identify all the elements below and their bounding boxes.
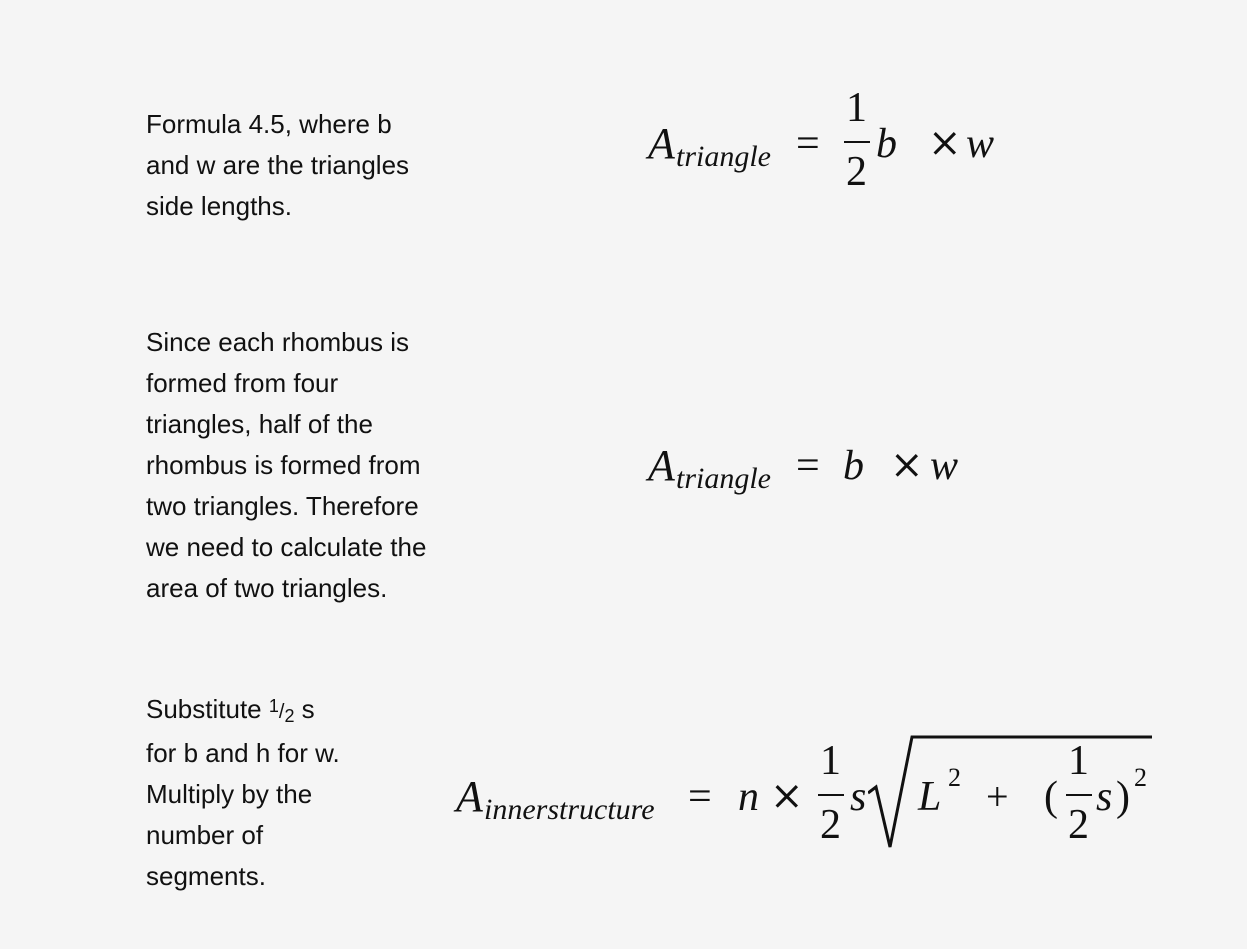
eq-var-b: b (876, 121, 897, 167)
note-text: Substitute (146, 694, 269, 724)
note-substitution (146, 689, 340, 897)
eq-base-a: A (648, 441, 675, 490)
fraction-denominator: 2 (846, 149, 867, 195)
note-line: rhombus is formed from (146, 450, 421, 480)
fraction-numerator: 1 (846, 85, 867, 131)
fraction-bar (844, 141, 870, 143)
inline-fraction (268, 696, 295, 726)
eq-var-n: n (738, 774, 759, 820)
note-line: area of two triangles. (146, 573, 388, 603)
note-line: for b and h for w. (146, 738, 340, 768)
eq-times: × (928, 120, 962, 166)
eq-var-s: s (850, 774, 867, 820)
eq-exponent: 2 (948, 763, 961, 792)
eq-var-b: b (843, 443, 864, 489)
eq-times: × (890, 442, 924, 488)
eq-left-paren: ( (1044, 774, 1058, 820)
fraction-numerator: 1 (1068, 738, 1089, 784)
eq-subscript: triangle (676, 140, 771, 173)
eq-var-s: s (1096, 774, 1113, 820)
fraction-denominator: 2 (1068, 802, 1089, 848)
eq-base-a: A (648, 119, 675, 168)
fraction-denominator: 2 (820, 802, 841, 848)
eq-times: × (770, 773, 804, 819)
note-text: s (294, 694, 315, 724)
eq-subscript: triangle (676, 462, 771, 495)
eq-equals: = (688, 774, 712, 820)
inline-fraction-numerator: 1 (268, 696, 279, 716)
fraction-bar (818, 794, 844, 796)
eq-right-paren: ) (1116, 774, 1130, 820)
inline-fraction-denominator: 2 (284, 706, 295, 726)
note-line: triangles, half of the (146, 409, 373, 439)
fraction-numerator: 1 (820, 738, 841, 784)
eq-equals: = (796, 443, 820, 489)
eq-var-l: L (918, 774, 942, 820)
note-line: side lengths. (146, 191, 292, 221)
eq-plus: + (986, 774, 1009, 819)
note-line: and w are the triangles (146, 150, 410, 180)
note-line: formed from four (146, 368, 339, 398)
note-line (146, 689, 340, 733)
note-line: we need to calculate the (146, 532, 427, 562)
eq-var-w: w (930, 443, 959, 489)
note-line: Since each rhombus is (146, 327, 410, 357)
eq-var-w: w (966, 121, 995, 167)
equation-inner-structure-area (456, 735, 1156, 855)
note-line: number of (146, 820, 264, 850)
note-line: Multiply by the (146, 779, 313, 809)
note-line: Formula 4.5, where b (146, 109, 392, 139)
note-line: segments. (146, 861, 266, 891)
note-line: two triangles. Therefore (146, 491, 419, 521)
inline-fraction-slash: / (278, 701, 285, 723)
fraction-bar (1066, 794, 1092, 796)
eq-exponent: 2 (1134, 763, 1147, 792)
note-rhombus-explanation (146, 322, 426, 609)
eq-equals: = (796, 121, 820, 167)
note-formula-4-5 (146, 104, 409, 227)
eq-subscript: innerstructure (484, 793, 655, 826)
eq-base-a: A (456, 772, 483, 821)
